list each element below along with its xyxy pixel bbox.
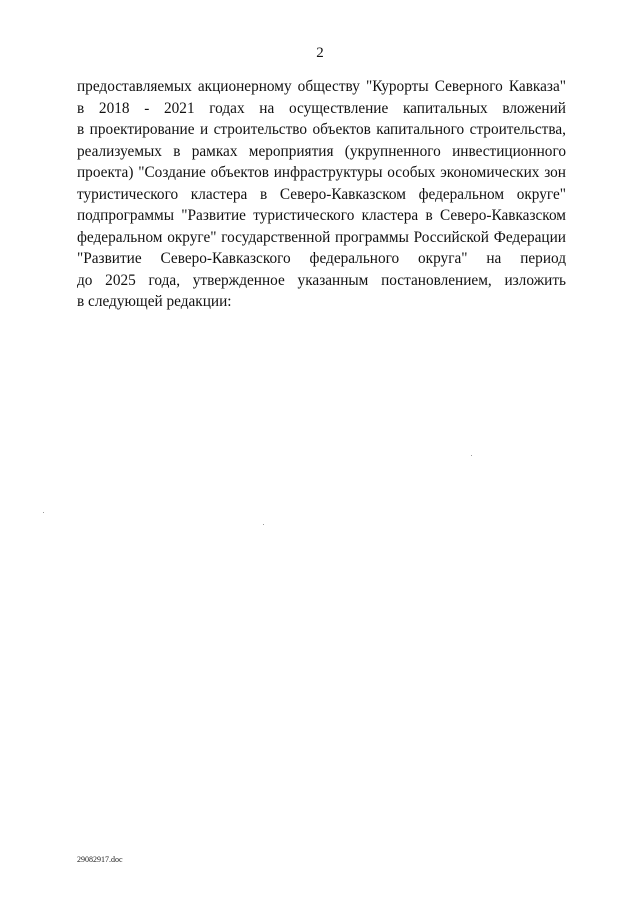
body-line: до 2025 года, утвержденное указанным постановлением, изложить — [77, 271, 566, 289]
body-line: реализуемых в рамках мероприятия (укрупненного инвестиционного — [77, 142, 566, 160]
document-footer-code: 29082917.doc — [77, 855, 123, 864]
page-number: 2 — [316, 45, 324, 61]
body-line: в следующей редакции: — [77, 293, 232, 310]
body-line: предоставляемых акционерному обществу "Курорты Северного Кавказа" — [77, 78, 566, 95]
body-line: в проектирование и строительство объектов капитального строительства, — [77, 121, 566, 138]
body-line: туристического кластера в Северо-Кавказском федеральном округе" — [77, 185, 566, 203]
body-line: федеральном округе" государственной программы Российской Федерации — [77, 228, 566, 246]
body-line: проекта) "Создание объектов инфраструктуры особых экономических зон — [77, 164, 566, 181]
scan-speck — [43, 512, 44, 513]
body-line: в 2018 - 2021 годах на осуществление капитальных вложений — [77, 99, 566, 117]
body-line: подпрограммы "Развитие туристического кластера в Северо-Кавказском — [77, 207, 566, 224]
scan-speck — [471, 455, 472, 456]
scan-speck — [263, 524, 264, 525]
body-line: "Развитие Северо-Кавказского федерального округа" на период — [77, 250, 566, 267]
document-body — [77, 76, 566, 313]
